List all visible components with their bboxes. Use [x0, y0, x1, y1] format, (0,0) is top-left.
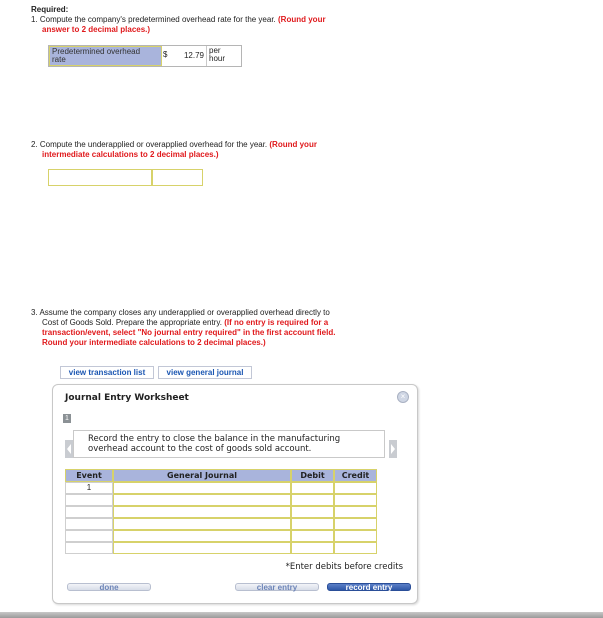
- page-bottom-divider: [0, 612, 603, 618]
- next-arrow-svg: [389, 440, 397, 458]
- record-entry-button[interactable]: record entry: [327, 583, 411, 591]
- debit-input[interactable]: [291, 482, 334, 494]
- debit-input[interactable]: [291, 506, 334, 518]
- table-row: [65, 482, 377, 494]
- question-3-text: Cost of Goods Sold. Prepare the appropriate entry.: [42, 318, 222, 327]
- question-1: [31, 15, 326, 25]
- event-cell: [65, 506, 113, 518]
- event-cell: 1: [65, 482, 113, 494]
- rate-row-label-line1: Predetermined overhead: [52, 47, 141, 56]
- rate-answer-table: [48, 45, 242, 67]
- rate-unit-line2: hour: [209, 54, 226, 63]
- credit-input[interactable]: [334, 482, 377, 494]
- question-3-line2: [42, 318, 328, 328]
- clear-entry-button[interactable]: clear entry: [235, 583, 319, 591]
- table-row: [65, 494, 377, 506]
- question-2: [31, 140, 317, 150]
- next-arrow-icon[interactable]: [389, 440, 397, 458]
- close-icon[interactable]: ×: [397, 391, 409, 403]
- account-select[interactable]: [113, 530, 291, 542]
- entry-description: [73, 430, 385, 458]
- question-3-note-line4: Round your intermediate calculations to 2 decimal places.): [42, 338, 266, 347]
- table-row: [65, 518, 377, 530]
- debit-input[interactable]: [291, 518, 334, 530]
- account-select[interactable]: [113, 542, 291, 554]
- question-1-note: (Round your: [278, 15, 326, 24]
- column-general-journal: General Journal: [113, 469, 291, 482]
- journal-entry-worksheet: [52, 384, 418, 604]
- required-heading: Required:: [31, 5, 69, 14]
- credit-input[interactable]: [334, 530, 377, 542]
- debit-input[interactable]: [291, 494, 334, 506]
- rate-row-label-line2: rate: [52, 55, 66, 64]
- overhead-amount-input[interactable]: [152, 169, 203, 186]
- entry-description-line2: overhead account to the cost of goods sold account.: [88, 444, 312, 454]
- credit-input[interactable]: [334, 506, 377, 518]
- table-row: [65, 542, 377, 554]
- journal-grid-header: [65, 469, 377, 482]
- account-select[interactable]: [113, 494, 291, 506]
- column-debit: Debit: [291, 469, 334, 482]
- question-3-note: (If no entry is required for a: [224, 318, 329, 327]
- question-1-text: 1. Compute the company's predetermined overhead rate for the year.: [31, 15, 276, 24]
- rate-unit-line1: per: [209, 46, 221, 55]
- debit-input[interactable]: [291, 530, 334, 542]
- question-2-note: (Round your: [269, 140, 317, 149]
- question-2-text: 2. Compute the underapplied or overapplied overhead for the year.: [31, 140, 268, 149]
- question-1-note-cont: answer to 2 decimal places.): [42, 25, 151, 34]
- entry-description-line1: Record the entry to close the balance in the manufacturing: [88, 434, 341, 444]
- table-row: [65, 530, 377, 542]
- question-3-line1: 3. Assume the company closes any underapplied or overapplied overhead directly to: [31, 308, 330, 317]
- column-credit: Credit: [334, 469, 377, 482]
- event-cell: [65, 518, 113, 530]
- journal-grid: [65, 469, 377, 554]
- debit-input[interactable]: [291, 542, 334, 554]
- overhead-answer-row: [48, 169, 203, 186]
- account-select[interactable]: [113, 482, 291, 494]
- column-event: Event: [65, 469, 113, 482]
- rate-row-label: [49, 46, 162, 66]
- currency-symbol: $: [163, 50, 168, 59]
- credit-input[interactable]: [334, 494, 377, 506]
- event-cell: [65, 494, 113, 506]
- prev-arrow-icon[interactable]: [65, 440, 73, 458]
- question-3-note-line3: transaction/event, select "No journal entry required" in the first account field.: [42, 328, 336, 337]
- event-cell: [65, 530, 113, 542]
- event-cell: [65, 542, 113, 554]
- credit-input[interactable]: [334, 518, 377, 530]
- rate-unit: [207, 46, 241, 66]
- view-transaction-list-button[interactable]: view transaction list: [60, 366, 154, 379]
- overhead-type-select[interactable]: [48, 169, 152, 186]
- question-2-note-cont: intermediate calculations to 2 decimal places.): [42, 150, 219, 159]
- view-general-journal-button[interactable]: view general journal: [158, 366, 252, 379]
- worksheet-title: Journal Entry Worksheet: [65, 393, 189, 403]
- account-select[interactable]: [113, 518, 291, 530]
- credit-input[interactable]: [334, 542, 377, 554]
- account-select[interactable]: [113, 506, 291, 518]
- table-row: [65, 506, 377, 518]
- done-button[interactable]: done: [67, 583, 151, 591]
- step-number-badge[interactable]: 1: [63, 414, 71, 423]
- rate-input[interactable]: 12.79: [174, 46, 207, 66]
- prev-arrow-svg: [65, 440, 73, 458]
- debits-before-credits-note: *Enter debits before credits: [285, 562, 403, 572]
